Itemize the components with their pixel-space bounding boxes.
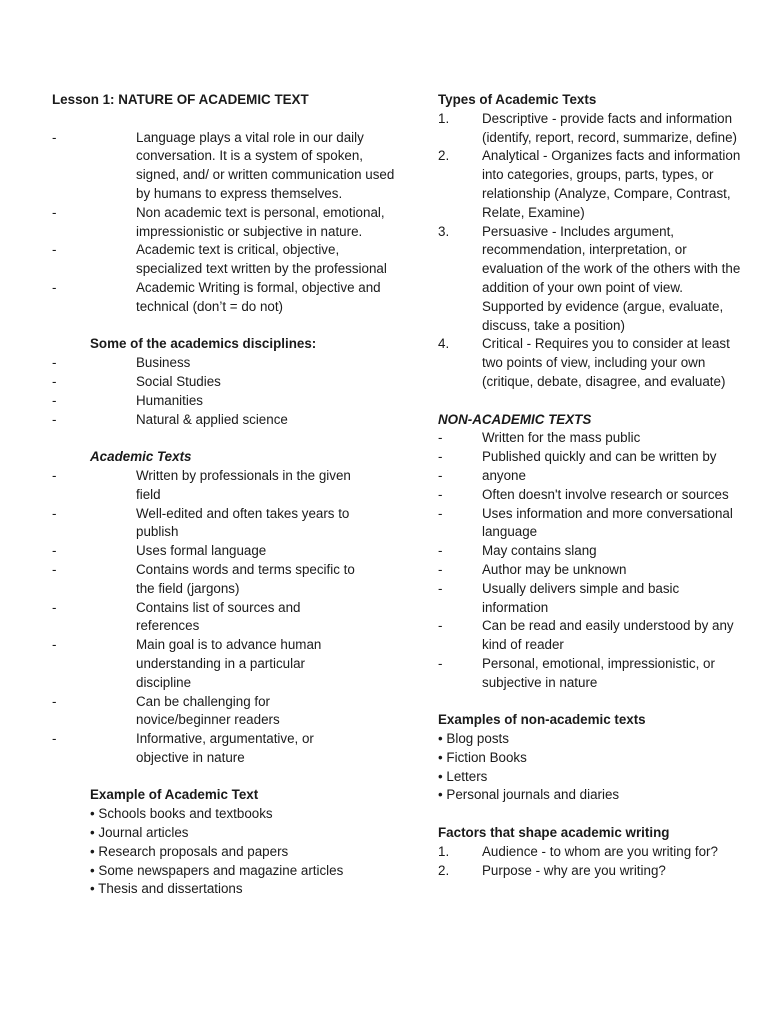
types-list [438, 110, 748, 392]
list-item: - Social Studies [52, 373, 221, 389]
list-item: - anyone [438, 467, 526, 483]
academic-texts-heading: Academic Texts [90, 449, 192, 465]
list-item: 1. Descriptive - provide facts and information (identify, report, record, summarize, define) [438, 110, 738, 145]
list-item: - Uses information and more conversational language [438, 505, 733, 540]
list-item: • Letters [438, 768, 488, 784]
right-column [438, 91, 748, 880]
list-item: 1. Audience - to whom are you writing for? [438, 843, 718, 859]
list-item: - Author may be unknown [438, 561, 627, 577]
list-item: - Well-edited and often takes years to publish [52, 505, 350, 540]
list-item: - Academic text is critical, objective, specialized text written by the professional [52, 242, 387, 277]
lesson-title: Lesson 1: NATURE OF ACADEMIC TEXT [52, 92, 309, 107]
list-item: - Contains words and terms specific to the field (jargons) [52, 561, 355, 596]
example-section [52, 786, 402, 899]
list-item: • Research proposals and papers [90, 843, 289, 859]
list-item: - Often doesn't involve research or sources [438, 486, 729, 502]
list-item: - Business [52, 355, 191, 371]
list-item: - Written for the mass public [438, 430, 641, 446]
list-item: - Non academic text is personal, emotional, impressionistic or subjective in nature. [52, 204, 385, 239]
list-item: - Academic Writing is formal, objective and technical (don’t = do not) [52, 279, 381, 314]
types-heading: Types of Academic Texts [438, 92, 597, 107]
list-item: - Main goal is to advance human understanding in a particular discipline [52, 637, 322, 690]
list-item: 2. Analytical - Organizes facts and information into categories, groups, parts, types, or relationship (Analyze, Compare, Contrast, Relate, Examine) [438, 148, 741, 220]
list-item: • Some newspapers and magazine articles [90, 862, 344, 878]
list-item: • Blog posts [438, 731, 509, 747]
list-item: - Natural & applied science [52, 411, 288, 427]
disciplines-list [52, 354, 402, 429]
list-item: - May contains slang [438, 543, 597, 559]
left-column [52, 91, 402, 899]
list-item: • Schools books and textbooks [90, 806, 273, 822]
list-item: - Written by professionals in the given field [52, 467, 351, 502]
non-examples-heading: Examples of non-academic texts [438, 712, 646, 728]
factors-heading: Factors that shape academic writing [438, 825, 670, 841]
list-item: • Personal journals and diaries [438, 787, 620, 803]
disciplines-heading: Some of the academics disciplines: [90, 336, 317, 352]
factors-list [438, 843, 748, 881]
list-item: - Uses formal language [52, 543, 267, 559]
list-item: 4. Critical - Requires you to consider at least two points of view, including your own (critique, debate, disagree, and evaluate) [438, 336, 730, 389]
list-item: • Journal articles [90, 825, 189, 841]
non-examples-list [438, 730, 748, 805]
list-item: - Language plays a vital role in our daily conversation. It is a system of spoken, signed, and/ or written communication used by humans to express themselves. [52, 129, 395, 201]
list-item: - Published quickly and can be written by [438, 449, 717, 465]
examples-list [90, 805, 402, 899]
non-academic-list [438, 429, 748, 692]
list-item: 2. Purpose - why are you writing? [438, 862, 666, 878]
list-item: - Contains list of sources and references [52, 599, 301, 634]
list-item: - Can be challenging for novice/beginner readers [52, 693, 280, 728]
academic-texts-list [52, 467, 402, 768]
list-item: - Humanities [52, 392, 203, 408]
academic-texts-section [52, 448, 402, 467]
disciplines-section [52, 335, 402, 354]
lesson-points-list [52, 129, 402, 317]
list-item: - Can be read and easily understood by any kind of reader [438, 618, 734, 653]
non-academic-heading: NON-ACADEMIC TEXTS [438, 411, 592, 427]
list-item: - Usually delivers simple and basic information [438, 580, 680, 615]
list-item: - Personal, emotional, impressionistic, or subjective in nature [438, 655, 715, 690]
list-item: 3. Persuasive - Includes argument, recommendation, interpretation, or evaluation of the work of the others with the addition of your own point of view. Supported by evidence (argue, evaluate, discuss, take a position) [438, 223, 741, 333]
list-item: • Thesis and dissertations [90, 881, 243, 897]
list-item: • Fiction Books [438, 749, 527, 765]
example-heading: Example of Academic Text [90, 787, 259, 803]
list-item: - Informative, argumentative, or objective in nature [52, 731, 314, 765]
